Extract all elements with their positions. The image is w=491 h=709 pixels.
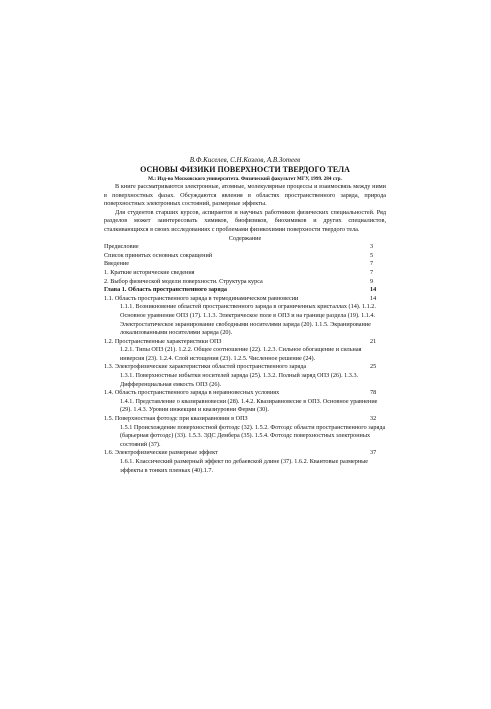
toc-entry [104, 415, 386, 424]
authors: В.Ф.Киселев, С.Н.Козлов, А.В.Зотеев [189, 156, 301, 164]
toc-entry-page: 9 [370, 277, 374, 285]
toc-heading: Содержание [228, 234, 262, 242]
toc-entry-page: 37 [370, 449, 377, 457]
toc-entry-title: Список принятых основных сокращений [104, 251, 213, 259]
toc-entry [104, 286, 386, 295]
toc-subsections: 1.5.1 Происхождение поверхностной фотоэдс (32). 1.5.2. Фотоэдс области пространственного заряда (барьерная фотоэдс) (33). 1.5.3. ЭДС Дембера (35). 1.5.4. Фотоэдс поверхностных электронных состояний (37). [120, 423, 386, 448]
toc-subsections: 1.6.1. Классический размерный эффект по дебаевской длине (37). 1.6.2. Квантовые размерные эффекты в тонких пленках (40).1.7. [120, 458, 369, 474]
toc-entry-page: 21 [370, 337, 377, 345]
toc-entry-title: Введение [104, 260, 129, 268]
toc-entry-page: 7 [370, 260, 374, 268]
toc-entry-title: Глава 1. Область пространственного заряда [104, 286, 227, 294]
toc-subsections: 1.2.1. Типы ОПЗ (21). 1.2.2. Общее соотношение (22). 1.2.3. Сильное обогащение и сильная инверсия (23). 1.2.4. Слой истощения (23). 1.2.5. Численное решение (24). [120, 346, 362, 362]
toc-entry-title: 1.2. Пространственные характеристики ОПЗ [104, 337, 222, 345]
toc-entry-page: 32 [370, 415, 377, 423]
toc-entry [104, 363, 386, 372]
book-title: ОСНОВЫ ФИЗИКИ ПОВЕРХНОСТИ ТВЕРДОГО ТЕЛА [140, 165, 350, 174]
toc-entry [104, 252, 386, 261]
toc-entry-title: 1. Краткие исторические сведения [104, 268, 195, 276]
toc-entry-page: 3 [370, 243, 374, 251]
toc-entry-page: 5 [370, 251, 374, 259]
toc-entry [104, 449, 386, 458]
table-of-contents [104, 243, 386, 475]
toc-entry-page: 7 [370, 268, 374, 276]
toc-entry-page: 78 [370, 389, 377, 397]
toc-subsections: 1.4.1. Представление о квазиравновесии (28). 1.4.2. Квазиравновесие в ОПЗ. Основное уравнение (29). 1.4.3. Уровни инжекции и квазиуровни Ферми (30). [120, 397, 378, 414]
toc-subsections: 1.1.1. Возникновение областей пространственного заряда в ограниченных кристаллах (14). 1.1.2. Основное уравнение ОПЗ (17). 1.1.3. Электрическое поле в ОПЗ и на границе раздела (19). 1.1.4. Электростатическое экранирование свободными носителями заряда (20). 1.1.5. Экранирование локализованными носителями заряда (20). [120, 303, 376, 337]
toc-entry-title: 2. Выбор физической модели поверхности. Структура курса [104, 277, 263, 285]
toc-entry [104, 389, 386, 398]
abstract-paragraph-2: Для студентов старших курсов, аспирантов и научных работников физических специальностей. Ряд разделов может заинтересовать химиков, биофизиков, биохимиков и других специалистов, сталкивающихся в своих исследованиях с проблемами физикохимии поверхности твердого тела. [104, 208, 386, 233]
toc-entry [104, 278, 386, 287]
toc-entry-page: 14 [370, 286, 377, 294]
toc-entry-title: 1.1. Область пространственного заряда в термодинамическом равновесии [104, 294, 299, 302]
toc-entry-title: Предисловие [104, 243, 139, 251]
toc-entry-title: 1.6. Электрофизические размерные эффект [104, 449, 218, 457]
toc-entry [104, 295, 386, 304]
toc-entry [104, 243, 386, 252]
toc-entry-page: 14 [370, 294, 377, 302]
abstract-paragraph-1: В книге рассматриваются электронные, атомные, молекулярные процессы и взаимосвязь между ними в поверхностных фазах. Обсуждаются явления в областях пространственного заряда, природа поверхностных электронных состояний, размерные эффекты. [104, 183, 386, 208]
document-page [104, 156, 386, 475]
toc-entry [104, 269, 386, 278]
toc-entry-title: 1.5. Поверхностная фотоэдс при квазиравновии в ОПЗ [104, 415, 248, 423]
toc-entry [104, 338, 386, 347]
toc-entry-title: 1.4. Область пространственного заряда в неравновесных условиях [104, 389, 280, 397]
toc-entry [104, 260, 386, 269]
toc-entry-title: 1.3. Электрофизические характеристики областей пространственного заряда [104, 363, 307, 371]
toc-subsections: 1.3.1. Поверхностные избытки носителей заряда (25). 1.3.2. Полный заряд ОПЗ (26). 1.3.3. Дифференциальная емкость ОПЗ (26). [120, 372, 359, 388]
publication-info: М.: Изд-во Московского университета. Физический факультет МГУ, 1999. 284 стр. [148, 176, 342, 182]
toc-entry-page: 25 [370, 363, 377, 371]
